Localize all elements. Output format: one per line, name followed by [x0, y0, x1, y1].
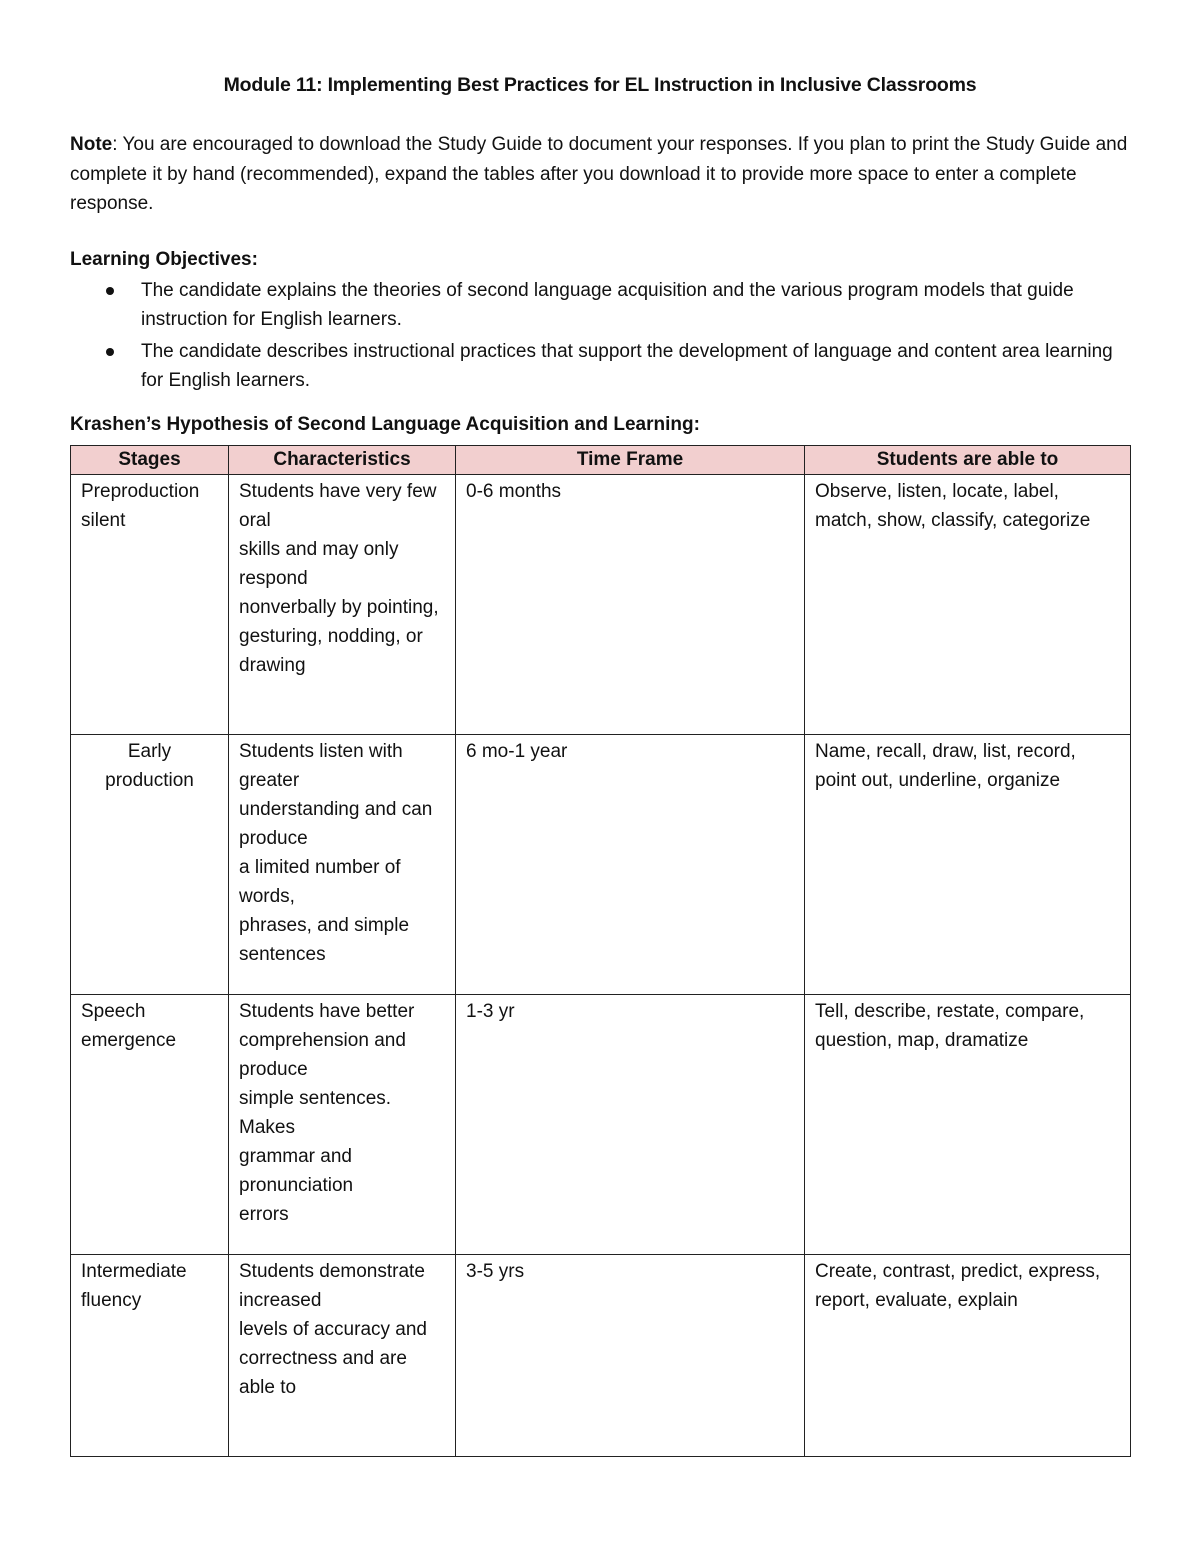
- bullet-icon: [106, 287, 114, 295]
- able-to-cell: Name, recall, draw, list, record, point out, underline, organize: [805, 734, 1131, 994]
- table-row: [71, 1254, 1131, 1456]
- characteristics-line: Students listen with greater: [239, 740, 403, 791]
- table-row: [71, 734, 1131, 994]
- header-characteristics: Characteristics: [229, 445, 456, 474]
- objective-item: [70, 276, 1130, 335]
- time-frame-cell: 1-3 yr: [456, 994, 805, 1254]
- able-to-cell: Observe, listen, locate, label, match, show, classify, categorize: [805, 474, 1131, 734]
- characteristics-line: Students have better comprehension and produce: [239, 1000, 415, 1080]
- objective-item: [70, 337, 1130, 396]
- characteristics-line: phrases, and simple sentences: [239, 914, 410, 965]
- characteristics-line: Students have very few oral: [239, 480, 437, 531]
- time-frame-cell: 3-5 yrs: [456, 1254, 805, 1456]
- characteristics-line: levels of accuracy and: [239, 1318, 427, 1340]
- characteristics-line: Students demonstrate increased: [239, 1260, 425, 1311]
- characteristics-cell: [229, 734, 456, 994]
- header-able-to: Students are able to: [805, 445, 1131, 474]
- characteristics-line: grammar and pronunciation: [239, 1145, 354, 1196]
- objectives-heading: Learning Objectives:: [70, 248, 258, 270]
- characteristics-line: correctness and are able to: [239, 1347, 407, 1398]
- characteristics-line: errors: [239, 1203, 289, 1225]
- stages-table: [70, 445, 1131, 1457]
- table-row: [71, 474, 1131, 734]
- characteristics-cell: [229, 474, 456, 734]
- note-label: Note: [70, 134, 113, 155]
- characteristics-cell: [229, 1254, 456, 1456]
- objective-text: The candidate explains the theories of second language acquisition and the various program models that guide instruction for English learners.: [141, 279, 1074, 330]
- objectives-list: [70, 276, 1130, 396]
- stage-cell: Early production: [71, 734, 229, 994]
- time-frame-cell: 0-6 months: [456, 474, 805, 734]
- time-frame-cell: 6 mo-1 year: [456, 734, 805, 994]
- stage-cell: Preproduction silent: [71, 474, 229, 734]
- header-stages: Stages: [71, 445, 229, 474]
- note-paragraph: [70, 130, 1130, 219]
- characteristics-line: simple sentences. Makes: [239, 1087, 392, 1138]
- stage-cell: Speech emergence: [71, 994, 229, 1254]
- page-title: Module 11: Implementing Best Practices for EL Instruction in Inclusive Classrooms: [223, 74, 977, 96]
- characteristics-line: nonverbally by pointing,: [239, 596, 439, 618]
- document-page: [70, 70, 1130, 1457]
- stage-cell: Intermediate fluency: [71, 1254, 229, 1456]
- table-header-row: [71, 445, 1131, 474]
- table-heading: Krashen’s Hypothesis of Second Language Acquisition and Learning:: [70, 413, 700, 435]
- able-to-cell: Create, contrast, predict, express, report, evaluate, explain: [805, 1254, 1131, 1456]
- objective-text: The candidate describes instructional practices that support the development of language and content area learning for English learners.: [141, 340, 1113, 391]
- characteristics-line: understanding and can produce: [239, 798, 433, 849]
- able-to-cell: Tell, describe, restate, compare, question, map, dramatize: [805, 994, 1131, 1254]
- characteristics-cell: [229, 994, 456, 1254]
- table-row: [71, 994, 1131, 1254]
- header-time-frame: Time Frame: [456, 445, 805, 474]
- note-text: : You are encouraged to download the Study Guide to document your responses. If you plan to print the Study Guide and complete it by hand (recommended), expand the tables after you download it to provide more space to enter a complete response.: [70, 134, 1128, 214]
- characteristics-line: skills and may only respond: [239, 538, 399, 589]
- characteristics-line: gesturing, nodding, or drawing: [239, 625, 423, 676]
- bullet-icon: [106, 348, 114, 356]
- characteristics-line: a limited number of words,: [239, 856, 401, 907]
